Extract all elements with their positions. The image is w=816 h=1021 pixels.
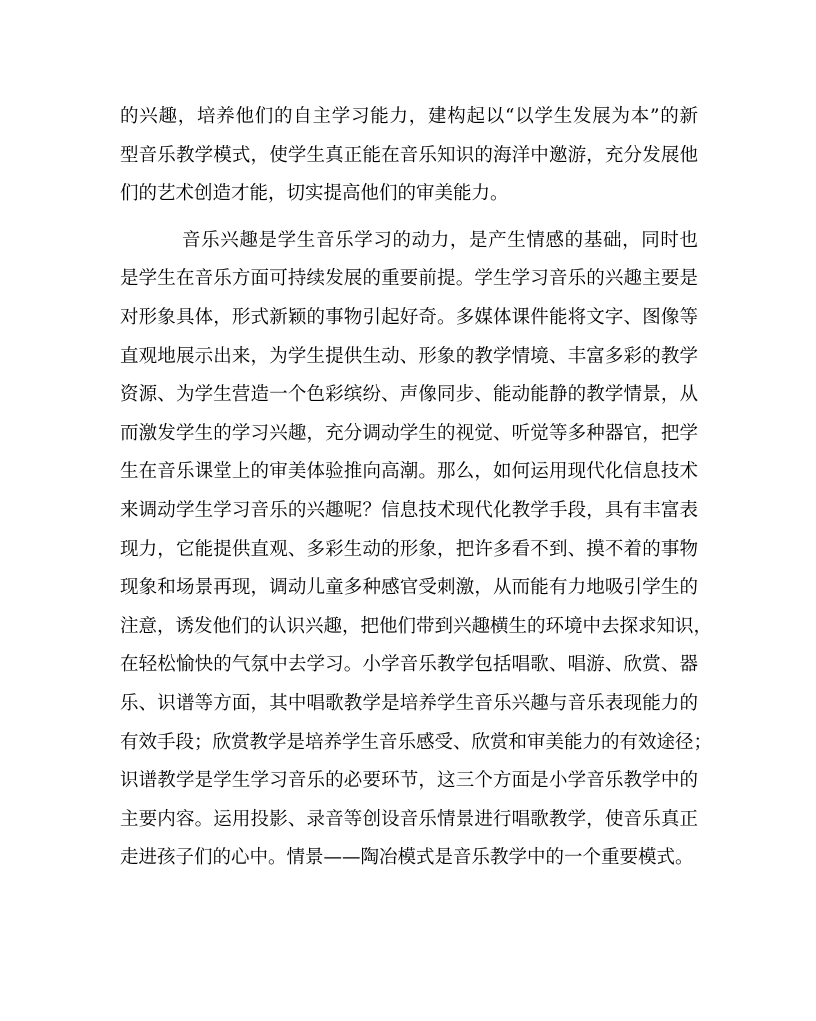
text-line: 现力，它能提供直观、多彩生动的形象，把许多看不到、摸不着的事物 [120, 538, 698, 560]
text-line: 有效手段；欣赏教学是培养学生音乐感受、欣赏和审美能力的有效途径； [120, 731, 713, 753]
text-line: 是学生在音乐方面可持续发展的重要前提。学生学习音乐的兴趣主要是 [120, 268, 698, 290]
text-line: 直观地展示出来，为学生提供生动、形象的教学情境、丰富多彩的教学 [120, 345, 698, 367]
text-line: 型音乐教学模式，使学生真正能在音乐知识的海洋中邀游，充分发展他 [120, 144, 698, 166]
body-text [120, 98, 713, 878]
text-line: 对形象具体，形式新颖的事物引起好奇。多媒体课件能将文字、图像等 [120, 306, 698, 328]
text-line: 资源、为学生营造一个色彩缤纷、声像同步、能动能静的教学情景，从 [120, 384, 698, 406]
paragraph-spacer [120, 214, 698, 222]
text-line: 乐、识谱等方面，其中唱歌教学是培养学生音乐兴趣与音乐表现能力的 [120, 692, 698, 714]
text-line: 识谱教学是学生学习音乐的必要环节，这三个方面是小学音乐教学中的 [120, 770, 698, 792]
text-line: 音乐兴趣是学生音乐学习的动力，是产生情感的基础，同时也 [182, 229, 698, 251]
paragraph [120, 98, 698, 214]
text-line: 主要内容。运用投影、录音等创设音乐情景进行唱歌教学，使音乐真正 [120, 808, 698, 830]
text-line: 在轻松愉快的气氛中去学习。小学音乐教学包括唱歌、唱游、欣赏、器 [120, 654, 698, 676]
text-line: 生在音乐课堂上的审美体验推向高潮。那么，如何运用现代化信息技术 [120, 461, 698, 483]
text-line: 们的艺术创造才能，切实提高他们的审美能力。 [120, 183, 509, 205]
text-line: 走进孩子们的心中。情景——陶冶模式是音乐教学中的一个重要模式。 [120, 847, 694, 869]
paragraph [120, 222, 713, 878]
text-line: 现象和场景再现，调动儿童多种感官受刺激，从而能有力地吸引学生的 [120, 577, 698, 599]
text-line: 注意，诱发他们的认识兴趣，把他们带到兴趣横生的环境中去探求知识， [120, 615, 713, 637]
text-line: 来调动学生学习音乐的兴趣呢？信息技术现代化教学手段，具有丰富表 [120, 499, 698, 521]
text-line: 而激发学生的学习兴趣，充分调动学生的视觉、听觉等多种器官，把学 [120, 422, 698, 444]
text-line: 的兴趣，培养他们的自主学习能力，建构起以“以学生发展为本”的新 [120, 106, 698, 127]
